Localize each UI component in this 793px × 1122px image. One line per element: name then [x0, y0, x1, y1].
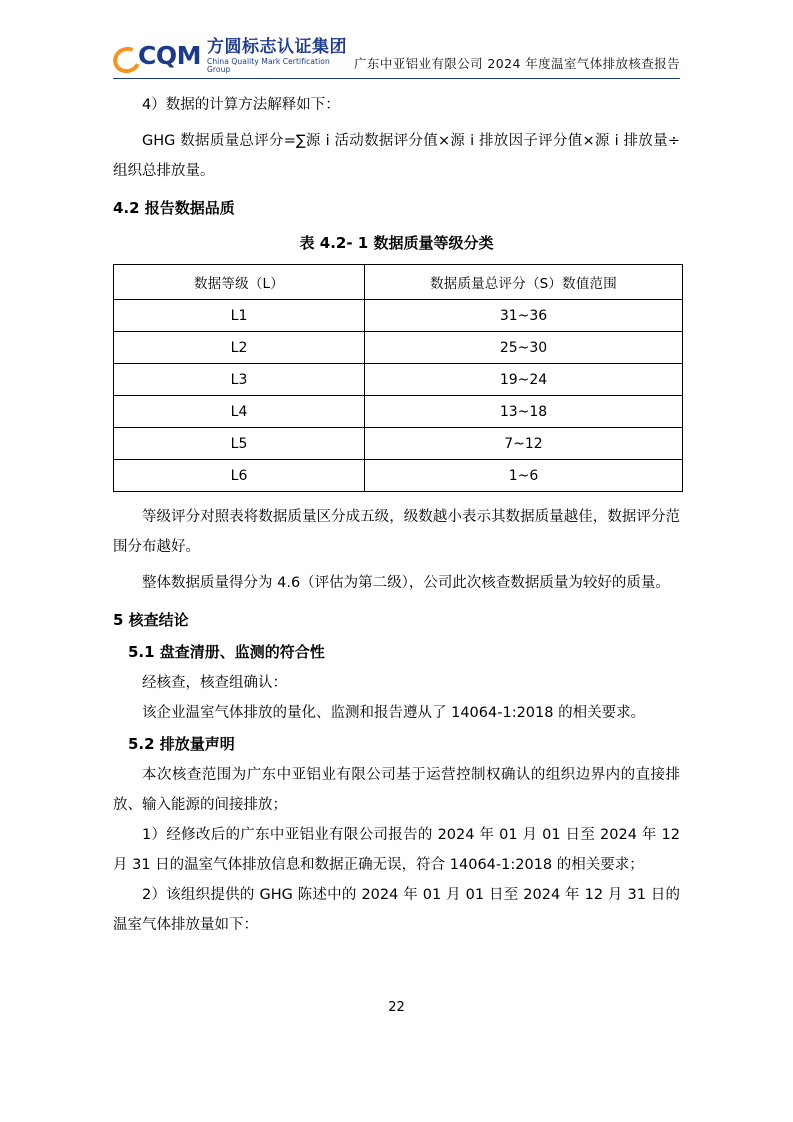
table-cell-level: L6: [114, 460, 365, 492]
table-cell-range: 25~30: [365, 332, 683, 364]
table-caption: 表 4.2- 1 数据质量等级分类: [299, 234, 494, 252]
table-cell-level: L3: [114, 364, 365, 396]
logo-english-name: China Quality Mark Certification Group: [206, 56, 330, 74]
page-number: 22: [388, 1000, 405, 1015]
page-header: [113, 28, 680, 82]
heading-5-2: 5.2 排放量声明: [128, 735, 235, 753]
heading-5-1: 5.1 盘查清册、监测的符合性: [128, 643, 325, 661]
paragraph-grade-comparison: 等级评分对照表将数据质量区分成五级，级数越小表示其数据质量越佳，数据评分范围分布越好。: [113, 509, 680, 555]
page-content: [113, 90, 680, 940]
paragraph-item-2: 2）该组织提供的 GHG 陈述中的 2024 年 01 月 01 日至 2024 年 12 月 31 日的温室气体排放量如下：: [113, 887, 680, 933]
cqm-logo-mark: [113, 41, 201, 71]
paragraph-ghg-formula: GHG 数据质量总评分=∑源 i 活动数据评分值×源 i 排放因子评分值×源 i 排放量÷组织总排放量。: [113, 133, 680, 179]
table-cell-range: 13~18: [365, 396, 683, 428]
header-divider: [113, 78, 680, 79]
table-row: [114, 300, 683, 332]
logo-cqm-text: CQM: [138, 41, 201, 71]
paragraph-overall-score: 整体数据质量得分为 4.6（评估为第二级），公司此次核查数据质量为较好的质量。: [142, 575, 670, 591]
swoosh-icon: [113, 46, 135, 66]
paragraph-verification-confirm: 经核查，核查组确认：: [142, 675, 287, 691]
table-cell-level: L1: [114, 300, 365, 332]
paragraph-data-calc-intro: 4）数据的计算方法解释如下：: [142, 97, 340, 113]
table-header-row: [114, 265, 683, 300]
table-cell-range: 1~6: [365, 460, 683, 492]
paragraph-standard-compliance: 该企业温室气体排放的量化、监测和报告遵从了 14064-1:2018 的相关要求。: [142, 705, 646, 721]
header-title: 广东中亚铝业有限公司 2024 年度温室气体排放核查报告: [354, 56, 680, 71]
table-row: [114, 428, 683, 460]
logo-chinese-name: 方圆标志认证集团: [206, 36, 347, 57]
table-cell-level: L4: [114, 396, 365, 428]
logo: [113, 38, 354, 74]
table-cell-level: L2: [114, 332, 365, 364]
data-quality-table: [113, 264, 683, 492]
table-row: [114, 332, 683, 364]
heading-4-2: 4.2 报告数据品质: [113, 199, 235, 217]
table-cell-range: 19~24: [365, 364, 683, 396]
table-header-cell-level: 数据等级（L）: [114, 265, 365, 300]
table-cell-level: L5: [114, 428, 365, 460]
table-row: [114, 396, 683, 428]
table-row: [114, 460, 683, 492]
paragraph-scope: 本次核查范围为广东中亚铝业有限公司基于运营控制权确认的组织边界内的直接排放、输入能源的间接排放；: [113, 767, 680, 813]
heading-5: 5 核查结论: [113, 611, 189, 629]
table-row: [114, 364, 683, 396]
table-cell-range: 31~36: [365, 300, 683, 332]
paragraph-item-1: 1）经修改后的广东中亚铝业有限公司报告的 2024 年 01 月 01 日至 2024 年 12 月 31 日的温室气体排放信息和数据正确无误，符合 14064-1:2018 的相关要求；: [113, 827, 680, 873]
table-cell-range: 7~12: [365, 428, 683, 460]
table-header-cell-range: 数据质量总评分（S）数值范围: [365, 265, 683, 300]
